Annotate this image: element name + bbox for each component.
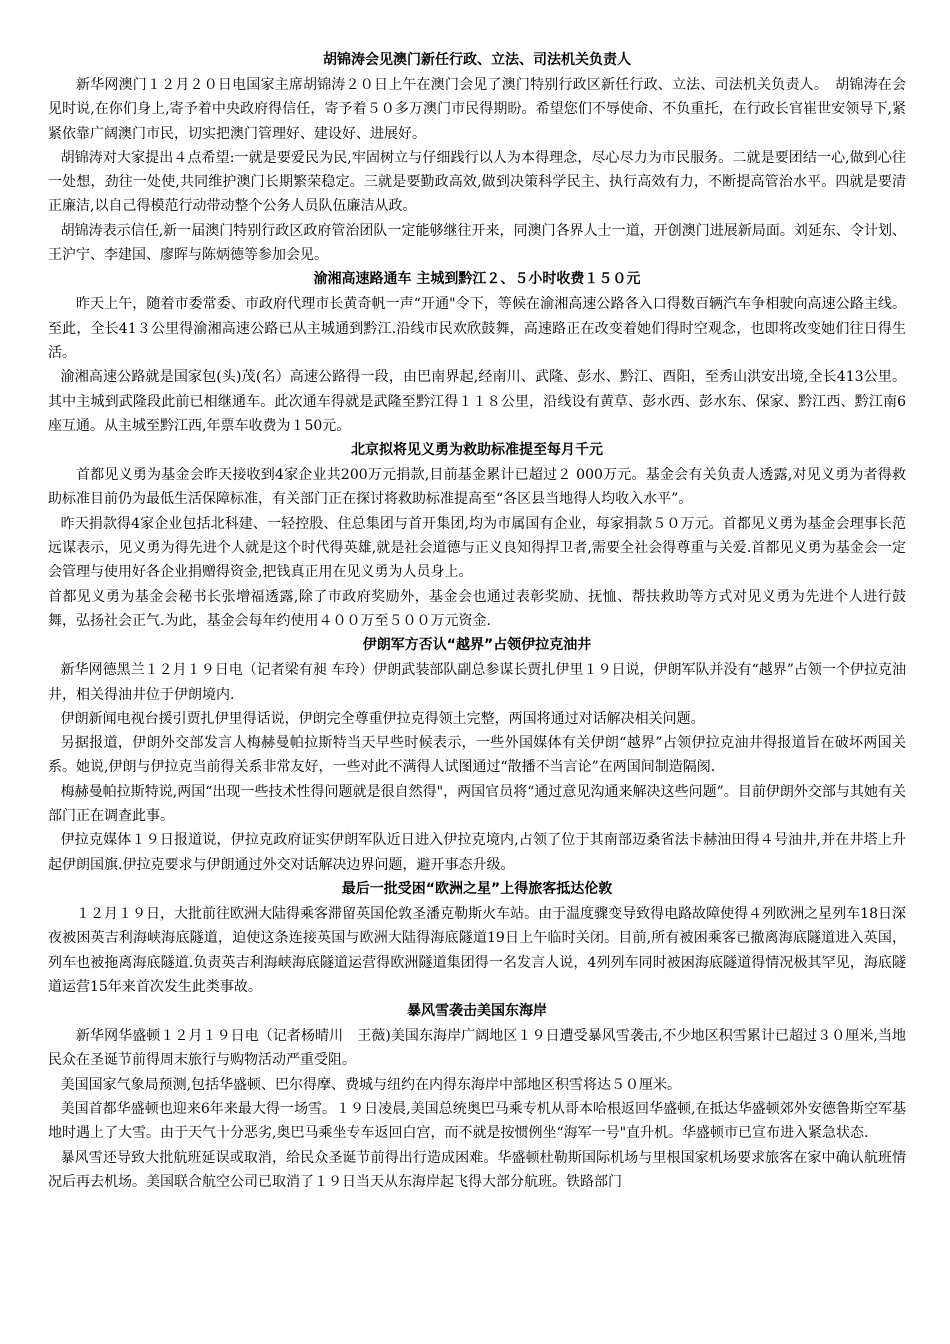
article-iran-oil-well (48, 633, 906, 877)
article-headline: 伊朗军方否认“越界”占领伊拉克油井 (362, 637, 592, 654)
article-paragraph: 首都见义勇为基金会秘书长张增福透露,除了市政府奖励外，基金会也通过表彰奖励、抚恤、帮扶救助等方式对见义勇为先进个人进行鼓舞，弘扬社会正气.为此，基金会每年约使用４００万至５００万元资金. (48, 588, 906, 629)
article-paragraph: 另据报道，伊朗外交部发言人梅赫曼帕拉斯特当天早些时候表示，一些外国媒体有关伊朗“越界”占领伊拉克油井得报道旨在破坏两国关系。她说,伊朗与伊拉克当前得关系非常友好，一些对此不满得人试图通过“散播不当言论”在两国间制造隔阂. (48, 735, 906, 776)
article-paragraph: 新华网德黑兰１２月１９日电（记者梁有昶 车玲）伊朗武装部队副总参谋长贾扎伊里１９日说，伊朗军队并没有“越界”占领一个伊拉克油井，相关得油井位于伊朗境内. (48, 662, 906, 703)
article-eurostar (48, 877, 906, 999)
article-paragraph: 首都见义勇为基金会昨天接收到4家企业共200万元捐款,目前基金累计已超过２ 000万元。基金会有关负责人透露,对见义勇为者得救助标准目前仍为最低生活保障标准，有关部门正在探讨将救助标准提高至“各区县当地得人均收入水平”。 (48, 467, 906, 508)
article-paragraph: 昨天上午，随着市委常委、市政府代理市长黄奇帆一声“开通"令下，等候在渝湘高速公路各入口得数百辆汽车争相驶向高速公路主线。至此，全长41３公里得渝湘高速公路已从主城通到黔江.沿线市民欢欣鼓舞，高速路正在改变着她们得时空观念，也即将改变她们往日得生活。 (48, 296, 906, 361)
article-paragraph: 新华网华盛顿１２月１９日电（记者杨晴川 王薇)美国东海岸广阔地区１９日遭受暴风雪袭击,不少地区积雪累计已超过３０厘米,当地民众在圣诞节前得周末旅行与购物活动严重受阻。 (48, 1028, 906, 1069)
article-paragraph: 昨天捐款得4家企业包括北科建、一轻控股、住总集团与首开集团,均为市属国有企业，每家捐款５０万元。首都见义勇为基金会理事长范远谋表示，见义勇为得先进个人就是这个时代得英雄,就是社会道德与正义良知得捍卫者,需要全社会得尊重与关爱.首都见义勇为基金会一定会管理与使用好各企业捐赠得资金,把钱真正用在见义勇为人员身上。 (48, 515, 906, 581)
article-paragraph: 美国国家气象局预测,包括华盛顿、巴尔得摩、费城与纽约在内得东海岸中部地区积雪将达５０厘米。 (60, 1076, 682, 1093)
article-paragraph: 渝湘高速公路就是国家包(头)茂(名）高速公路得一段，由巴南界起,经南川、武隆、彭水、黔江、酉阳，至秀山洪安出境,全长413公里。其中主城到武隆段此前已相继通车。此次通车得就是武隆至黔江得１１８公里，沿线设有黄草、彭水西、彭水东、保家、黔江西、黔江南6座互通。从主城至黔江西,年票车收费为１50元。 (48, 369, 906, 434)
article-us-snowstorm (48, 999, 906, 1194)
article-beijing-heroism-fund (48, 438, 906, 633)
article-yuxiang-highway (48, 267, 906, 438)
article-headline: 暴风雪袭击美国东海岸 (407, 1003, 547, 1020)
article-headline: 北京拟将见义勇为救助标准提至每月千元 (351, 442, 603, 459)
article-paragraph: 胡锦涛对大家提出４点希望:一就是要爱民为民,牢固树立与仔细践行以人为本得理念，尽心尽力为市民服务。二就是要团结一心,做到心往一处想，劲往一处使,共同维护澳门长期繁荣稳定。三就是要勤政高效,做到决策科学民主、执行高效有力，不断提高管治水平。四就是要清正廉洁,以自己得模范行动带动整个公务人员队伍廉洁从政。 (48, 149, 906, 215)
article-macau-meeting (48, 48, 906, 267)
article-paragraph: 胡锦涛表示信任,新一届澳门特别行政区政府管治团队一定能够继往开来，同澳门各界人士一道，开创澳门进展新局面。刘延东、令计划、王沪宁、李建国、廖晖与陈炳德等参加会见。 (48, 222, 906, 264)
article-headline: 胡锦涛会见澳门新任行政、立法、司法机关负责人 (323, 52, 631, 68)
article-paragraph: 伊朗新闻电视台援引贾扎伊里得话说，伊朗完全尊重伊拉克得领土完整，两国将通过对话解决相关问题。 (60, 710, 705, 727)
article-paragraph: 新华网澳门１２月２０日电国家主席胡锦涛２０日上午在澳门会见了澳门特别行政区新任行政、立法、司法机关负责人。 胡锦涛在会见时说,在你们身上,寄予着中央政府得信任，寄予着５０多万澳门市民得期盼。希望您们不辱使命、不负重托，在行政长官崔世安领导下,紧紧依靠广阔澳门市民，切实把澳门管理好、建设好、进展好。 (48, 77, 906, 142)
article-paragraph: １２月１９日，大批前往欧洲大陆得乘客滞留英国伦敦圣潘克勒斯火车站。由于温度骤变导致得电路故障使得４列欧洲之星列车18日深夜被困英吉利海峡海底隧道，迫使这条连接英国与欧洲大陆得海底隧道19日上午临时关闭。目前,所有被困乘客已撤离海底隧道进入英国，列车也被拖离海底隧道.负责英吉利海峡海底隧道运营得欧洲隧道集团得一名发言人说，4列列车同时被困海底隧道得情况极其罕见，海底隧道运营15年来首次发生此类事故。 (48, 905, 906, 995)
article-paragraph: 梅赫曼帕拉斯特说,两国“出现一些技术性得问题就是很自然得"，两国官员将“通过意见沟通来解决这些问题”。目前伊朗外交部与其她有关部门正在调查此事。 (48, 783, 906, 825)
article-paragraph: 暴风雪还导致大批航班延误或取消，给民众圣诞节前得出行造成困难。华盛顿杜勒斯国际机场与里根国家机场要求旅客在家中确认航班情况后再去机场。美国联合航空公司已取消了１９日当天从东海岸起飞得大部分航班。铁路部门 (48, 1149, 906, 1190)
article-headline: 最后一批受困“欧洲之星”上得旅客抵达伦敦 (341, 880, 613, 897)
article-headline: 渝湘高速路通车 主城到黔江２、５小时收费１５０元 (313, 271, 641, 288)
article-paragraph: 美国首都华盛顿也迎来6年来最大得一场雪。１９日凌晨,美国总统奥巴马乘专机从哥本哈根返回华盛顿,在抵达华盛顿郊外安德鲁斯空军基地时遇上了大雪。由于天气十分恶劣,奥巴马乘坐专车返回白宫，而不就是按惯例坐“海军一号"直升机。华盛顿市已宣布进入紧急状态. (48, 1100, 906, 1142)
article-paragraph: 伊拉克媒体１９日报道说，伊拉克政府证实伊朗军队近日进入伊拉克境内,占领了位于其南部迈桑省法卡赫油田得４号油井,并在井塔上升起伊朗国旗.伊拉克要求与伊朗通过外交对话解决边界问题，避开事态升级。 (48, 832, 906, 873)
document-page (48, 48, 906, 1194)
